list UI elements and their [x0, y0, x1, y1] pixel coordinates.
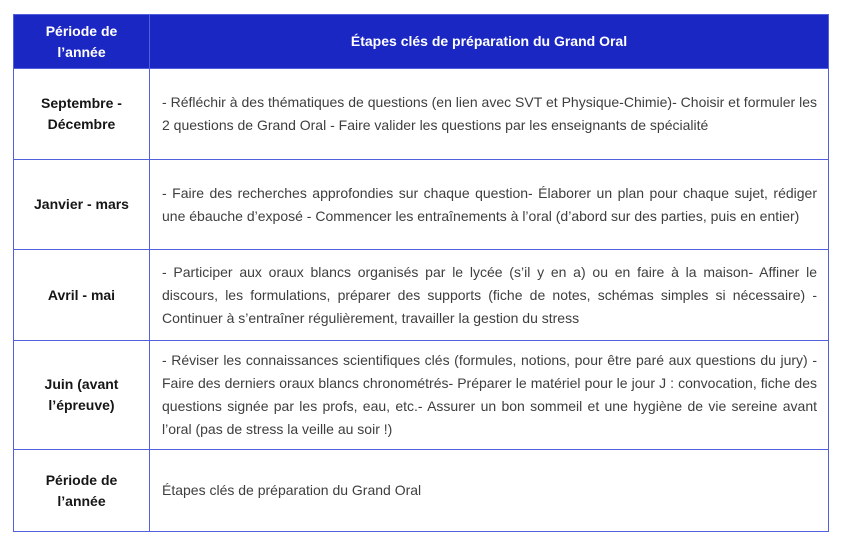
- period-cell-june: Juin (avant l’épreuve): [14, 341, 150, 450]
- period-cell-january-march: Janvier - mars: [14, 160, 150, 250]
- steps-column-header: Étapes clés de préparation du Grand Oral: [150, 15, 829, 69]
- table-header-row: [14, 15, 829, 69]
- steps-cell-april-may: - Participer aux oraux blancs organisés par le lycée (s’il y en a) ou en faire à la maison- Affiner le discours, les formulations, préparer des supports (fiche de notes, schémas simples si nécessaire) - Continuer à s’entraîner régulièrement, travailler la gestion du stress: [150, 250, 829, 341]
- table-row: [14, 160, 829, 250]
- period-cell-april-may: Avril - mai: [14, 250, 150, 341]
- steps-cell-footer: Étapes clés de préparation du Grand Oral: [150, 450, 829, 532]
- steps-cell-june: - Réviser les connaissances scientifiques clés (formules, notions, pour être paré aux questions du jury) - Faire des derniers oraux blancs chronométrés- Préparer le matériel pour le jour J : convocation, fiche des questions signée par les profs, eau, etc.- Assurer un bon sommeil et une hygiène de vie sereine avant l’oral (pas de stress la veille au soir !): [150, 341, 829, 450]
- grand-oral-preparation-table: [13, 14, 829, 532]
- table-row: [14, 69, 829, 160]
- table-row: [14, 341, 829, 450]
- steps-cell-september-december: - Réfléchir à des thématiques de questions (en lien avec SVT et Physique-Chimie)- Choisir et formuler les 2 questions de Grand Oral - Faire valider les questions par les enseignants de spécialité: [150, 69, 829, 160]
- table-row: [14, 250, 829, 341]
- period-cell-footer: Période de l’année: [14, 450, 150, 532]
- steps-cell-january-march: - Faire des recherches approfondies sur chaque question- Élaborer un plan pour chaque sujet, rédiger une ébauche d’exposé - Commencer les entraînements à l’oral (d’abord sur des parties, puis en entier): [150, 160, 829, 250]
- table-row: [14, 450, 829, 532]
- period-cell-september-december: Septembre - Décembre: [14, 69, 150, 160]
- period-column-header: Période de l’année: [14, 15, 150, 69]
